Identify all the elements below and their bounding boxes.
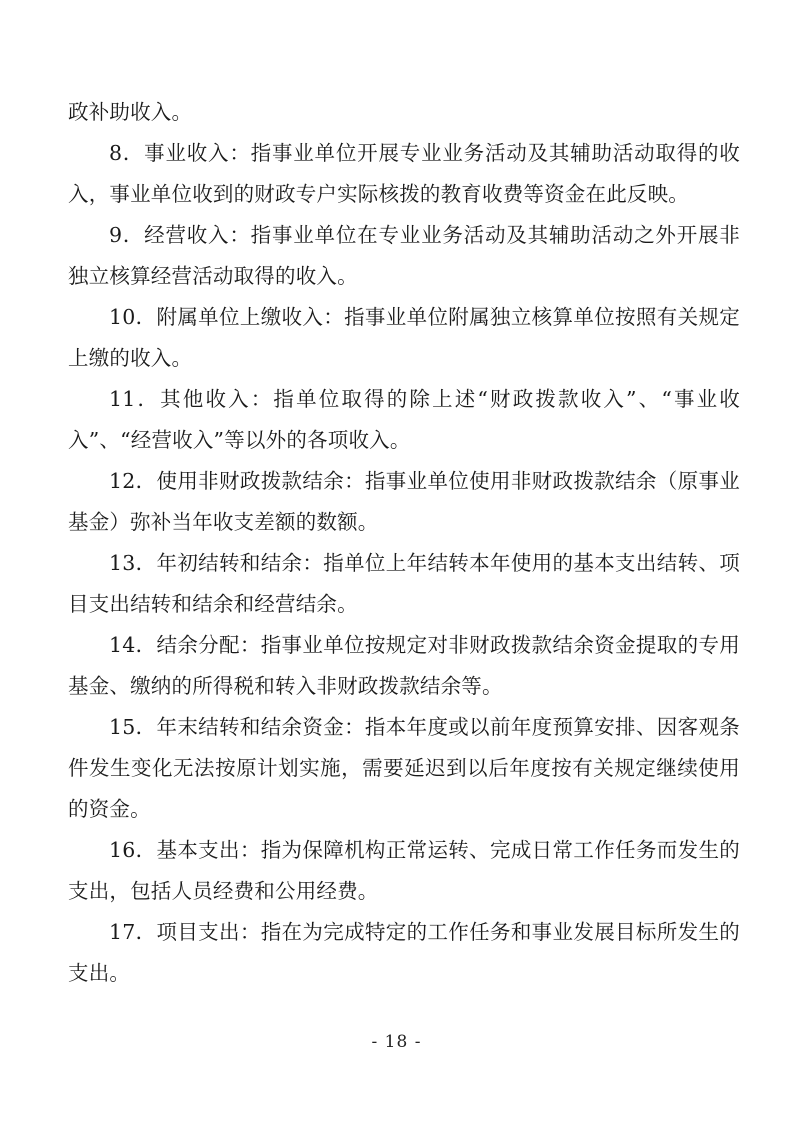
paragraph-item-17: 17．项目支出：指在为完成特定的工作任务和事业发展目标所发生的支出。	[68, 920, 740, 985]
paragraph-item-8: 8．事业收入：指事业单位开展专业业务活动及其辅助活动取得的收入，事业单位收到的财政专户实际核拨的教育收费等资金在此反映。	[68, 141, 740, 206]
paragraph-item-9: 9．经营收入：指事业单位在专业业务活动及其辅助活动之外开展非独立核算经营活动取得的收入。	[68, 223, 740, 288]
paragraph-item-15: 15．年末结转和结余资金：指本年度或以前年度预算安排、因客观条件发生变化无法按原计划实施，需要延迟到以后年度按有关规定继续使用的资金。	[68, 715, 740, 821]
document-body	[68, 92, 740, 994]
page-number: - 18 -	[371, 1032, 422, 1052]
paragraph-item-10: 10．附属单位上缴收入：指事业单位附属独立核算单位按照有关规定上缴的收入。	[68, 305, 740, 370]
paragraph-item-16: 16．基本支出：指为保障机构正常运转、完成日常工作任务而发生的支出，包括人员经费和公用经费。	[68, 838, 740, 903]
paragraph-item-11: 11．其他收入：指单位取得的除上述“财政拨款收入”、“事业收入”、“经营收入”等以外的各项收入。	[68, 387, 740, 452]
paragraph-item-13: 13．年初结转和结余：指单位上年结转本年使用的基本支出结转、项目支出结转和结余和经营结余。	[68, 551, 740, 616]
paragraph-item-14: 14．结余分配：指事业单位按规定对非财政拨款结余资金提取的专用基金、缴纳的所得税和转入非财政拨款结余等。	[68, 633, 740, 698]
paragraph-item-12: 12．使用非财政拨款结余：指事业单位使用非财政拨款结余（原事业基金）弥补当年收支差额的数额。	[68, 469, 740, 534]
paragraph-continuation: 政补助收入。	[68, 100, 193, 124]
